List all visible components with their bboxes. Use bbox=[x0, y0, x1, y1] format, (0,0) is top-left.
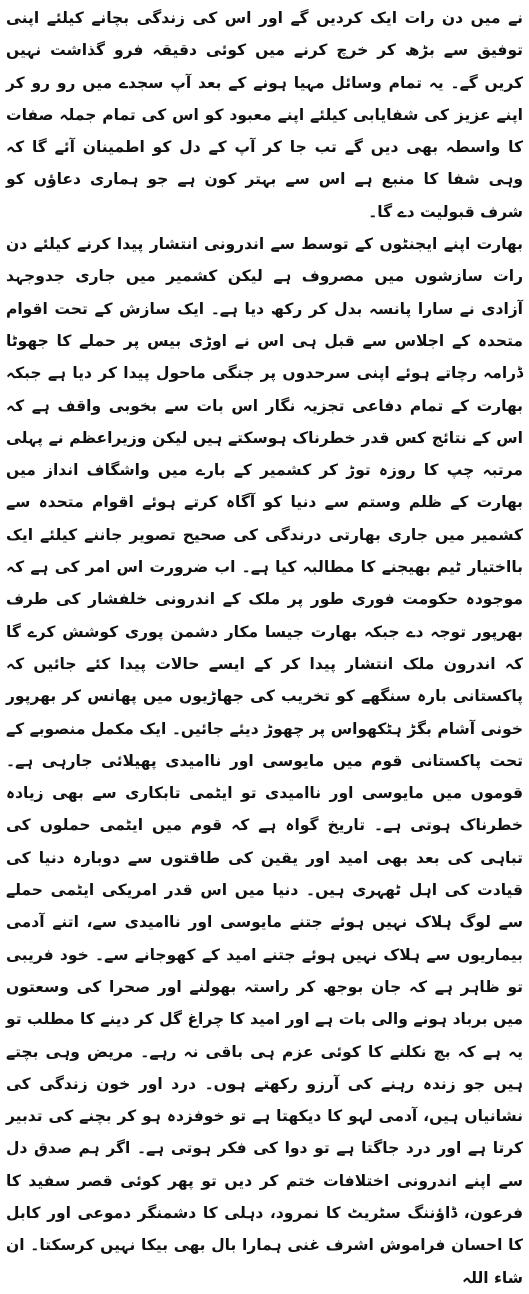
article-paragraph-1: نے میں دن رات ایک کردیں گے اور اس کی زندگی بچانے کیلئے اپنی توفیق سے بڑھ کر خرچ کرنے میں کوئی دقیقہ فرو گذاشت نہیں کریں گے۔ یہ تمام وسائل مہیا ہونے کے بعد آپ سجدے میں رو رو کر اپنے عزیز کی شفایابی کیلئے اپنے معبود کو اس کی تمام جملہ صفات کا واسطہ بھی دیں گے تب جا کر آپ کے دل کو اطمینان آئے گا کہ وہی شفا کا منبع ہے اس سے بہتر کون ہے جو ہماری دعاؤں کو شرف قبولیت دے گا۔ bbox=[6, 9, 523, 221]
article-paragraph-2: بھارت اپنے ایجنٹوں کے توسط سے اندرونی انتشار پیدا کرنے کیلئے دن رات سازشوں میں مصروف ہے لیکن کشمیر میں جاری جدوجہد آزادی نے سارا پانسہ بدل کر رکھ دیا ہے۔ ایک سازش کے تحت اقوام متحدہ کے اجلاس سے قبل ہی اس نے اوڑی بیس پر حملے کا جھوٹا ڈرامہ رچاتے ہوئے اپنی سرحدوں پر جنگی ماحول پیدا کر دیا ہے جبکہ بھارت کے تمام دفاعی تجزیہ نگار اس بات سے بخوبی واقف ہے کہ اس کے نتائج کس قدر خطرناک ہوسکتے ہیں لیکن وزیراعظم نے پہلی مرتبہ چپ کا روزہ توڑ کر کشمیر کے بارے میں واشگاف انداز میں بھارت کے ظلم وستم سے دنیا کو آگاہ کرتے ہوئے اقوام متحدہ سے کشمیر میں جاری بھارتی درندگی کی صحیح تصویر جاننے کیلئے ایک بااختیار ٹیم بھیجنے کا مطالبہ کیا ہے۔ اب ضرورت اس امر کی ہے کہ موجودہ حکومت فوری طور پر ملک کے اندرونی خلفشار کی طرف بھرپور توجہ دے جبکہ بھارت جیسا مکار دشمن پوری کوشش کرے گا کہ اندرون ملک انتشار پیدا کر کے ایسے حالات پیدا کئے جائیں کہ پاکستانی بارہ سنگھے کو تخریب کی جھاڑیوں میں پھانس کر بھرپور خونی آشام بگڑ ہٹکھواس پر چھوڑ دیئے جائیں۔ ایک مکمل منصوبے کے تحت پاکستانی قوم میں مایوسی اور ناامیدی پھیلائی جارہی ہے۔ قوموں میں مایوسی اور ناامیدی تو ایٹمی تابکاری سے بھی زیادہ خطرناک ہوتی ہے۔ تاریخ گواہ ہے کہ قوم میں ایٹمی حملوں کی تباہی کی بعد بھی امید اور یقین کی طاقتوں سے دوبارہ دنیا کی قیادت کی اہل ٹھہری ہیں۔ دنیا میں اس قدر امریکی ایٹمی حملے سے لوگ ہلاک نہیں ہوئے جتنے مایوسی اور ناامیدی سے، اتنے آدمی بیماریوں سے ہلاک نہیں ہوئے جتنے امید کے کھوجانے سے۔ خود فریبی تو ظاہر ہے کہ جان بوجھ کر راستہ بھولنے اور صحرا کی وسعتوں میں برباد ہونے والی بات ہے اور امید کا چراغ گل کر دینے کا مطلب تو یہ ہے کہ بچ نکلنے کا کوئی عزم ہی باقی نہ رہے۔ مریض وہی بچتے ہیں جو زندہ رہنے کی آرزو رکھتے ہوں۔ درد اور خون زندگی کی نشانیاں ہیں، آدمی لہو کا دیکھتا ہے تو خوفزدہ ہو کر بچنے کی تدبیر کرتا ہے اور درد جاگتا ہے تو دوا کی فکر ہوتی ہے۔ اگر ہم صدق دل سے اپنے اندرونی اختلافات ختم کر دیں تو پھر کوئی قصر سفید کا فرعون، ڈاؤننگ سٹریٹ کا نمرود، دہلی کا دشمنگر دموعی اور کابل کا احسان فراموش اشرف غنی ہمارا بال بھی بیکا نہیں کرسکتا۔ ان شاء اللہ bbox=[6, 235, 523, 1287]
